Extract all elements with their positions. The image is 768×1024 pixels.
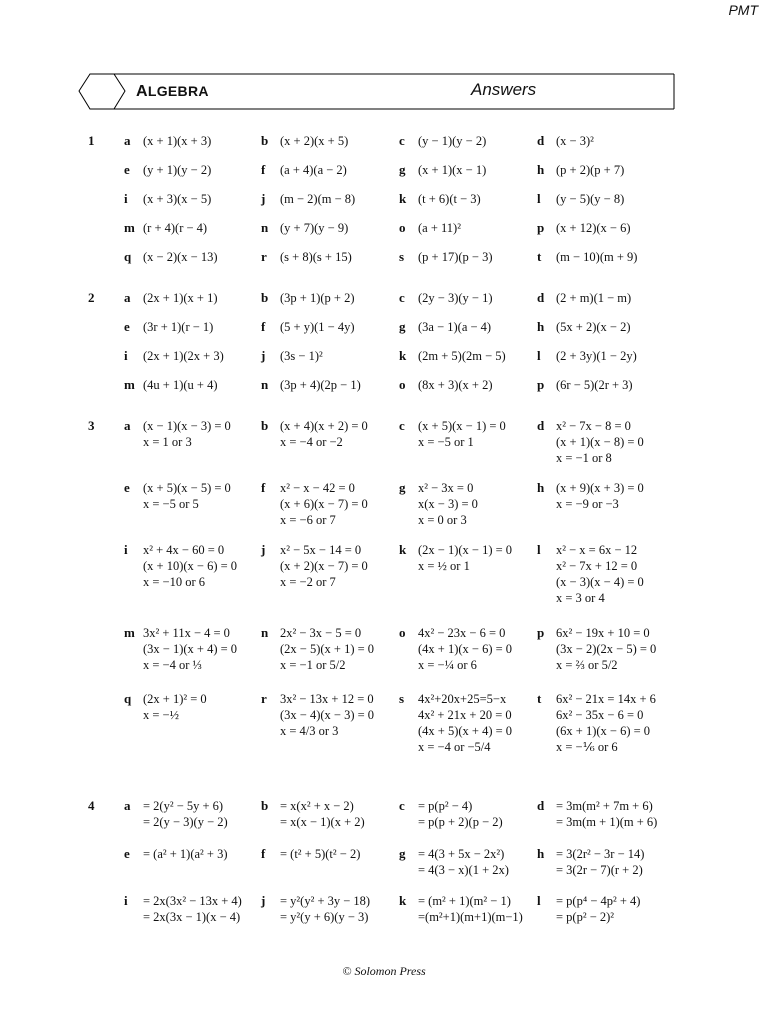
answer-line: 4x² + 21x + 20 = 0: [418, 708, 512, 722]
answer-line: (x + 1)(x + 3): [143, 134, 212, 148]
part-label: a: [124, 418, 131, 433]
answer-lines: [143, 249, 218, 265]
answer-line: (3r + 1)(r − 1): [143, 320, 214, 334]
part-label: q: [124, 249, 132, 264]
part-label: g: [399, 480, 406, 495]
answer-line: (y − 1)(y − 2): [418, 134, 487, 148]
topic-banner: [78, 73, 674, 109]
answer-line: (x − 3)(x − 4) = 0: [556, 575, 644, 589]
answer-line: (a + 11)²: [418, 221, 461, 235]
answer-line: (4x + 1)(x − 6) = 0: [418, 642, 513, 656]
answer-line: x(x − 3) = 0: [418, 497, 478, 511]
answer-line: x² − x − 42 = 0: [280, 481, 355, 495]
part-label: f: [261, 480, 266, 495]
answer-lines: [556, 480, 644, 512]
answer-lines: [556, 220, 631, 236]
answer-line: (2x + 1)² = 0: [143, 692, 207, 706]
answer-line: x = 4/3 or 3: [280, 724, 339, 738]
part-label: f: [261, 319, 266, 334]
answer-lines: [280, 133, 348, 149]
answer-lines: [143, 220, 207, 236]
answer-line: (p + 2)(p + 7): [556, 163, 625, 177]
answer-line: (x + 5)(x − 5) = 0: [143, 481, 231, 495]
part-label: l: [537, 542, 541, 557]
answer-line: 3x² − 13x + 12 = 0: [280, 692, 374, 706]
answer-lines: [280, 348, 323, 364]
answer-lines: [280, 162, 347, 178]
answer-line: (x + 12)(x − 6): [556, 221, 631, 235]
answer-line: 6x² − 21x = 14x + 6: [556, 692, 656, 706]
answer-line: x = 0 or 3: [418, 513, 467, 527]
answer-lines: [143, 133, 211, 149]
answer-line: (y + 7)(y − 9): [280, 221, 349, 235]
answer-line: =(m²+1)(m+1)(m−1): [418, 910, 523, 924]
answer-line: (4u + 1)(u + 4): [143, 378, 218, 392]
part-label: d: [537, 133, 545, 148]
answer-line: = (a² + 1)(a² + 3): [143, 847, 228, 861]
answer-line: = 2x(3x² − 13x + 4): [143, 894, 242, 908]
answer-line: = 2(y − 3)(y − 2): [143, 815, 228, 829]
part-label: p: [537, 377, 545, 392]
answer-line: x = −5 or 1: [418, 435, 474, 449]
part-label: e: [124, 846, 130, 861]
part-label: m: [124, 220, 135, 235]
answer-line: (a + 4)(a − 2): [280, 163, 347, 177]
question-number: 2: [88, 290, 95, 305]
answer-line: x = 3 or 4: [556, 591, 605, 605]
answer-lines: [280, 377, 361, 393]
footer-copyright: © Solomon Press: [342, 964, 426, 978]
answer-lines: [556, 846, 644, 878]
answer-line: x = −2 or 7: [280, 575, 336, 589]
part-label: a: [124, 798, 131, 813]
answer-line: x = −5 or 5: [143, 497, 199, 511]
answer-line: (3x − 4)(x − 3) = 0: [280, 708, 375, 722]
answer-line: x² − 5x − 14 = 0: [280, 543, 362, 557]
answer-lines: [280, 319, 355, 335]
answer-lines: [418, 377, 493, 393]
part-label: g: [399, 319, 406, 334]
answer-line: = p(p⁴ − 4p² + 4): [556, 894, 641, 908]
answer-lines: [280, 893, 370, 925]
answer-lines: [556, 798, 657, 830]
part-label: n: [261, 220, 269, 235]
answer-line: x = −¼ or 6: [418, 658, 477, 672]
part-label: j: [261, 542, 266, 557]
answer-line: x² − 7x − 8 = 0: [556, 419, 631, 433]
answer-line: (2x − 1)(x − 1) = 0: [418, 543, 513, 557]
answer-lines: [143, 319, 213, 335]
answer-lines: [143, 798, 228, 830]
answer-lines: [556, 319, 631, 335]
part-label: m: [124, 377, 135, 392]
answer-line: (x + 2)(x − 7) = 0: [280, 559, 368, 573]
answer-line: (3x − 1)(x + 4) = 0: [143, 642, 238, 656]
answer-line: = 3(2r − 7)(r + 2): [556, 863, 643, 877]
answer-line: (x + 5)(x − 1) = 0: [418, 419, 506, 433]
part-label: k: [399, 191, 407, 206]
part-label: i: [124, 191, 128, 206]
answer-lines: [143, 162, 211, 178]
answer-line: x = −10 or 6: [143, 575, 206, 589]
part-label: i: [124, 893, 128, 908]
answer-line: (2 + m)(1 − m): [556, 291, 632, 305]
answer-lines: [556, 162, 624, 178]
part-label: n: [261, 377, 269, 392]
answer-lines: [556, 191, 624, 207]
answer-line: (4x + 5)(x + 4) = 0: [418, 724, 513, 738]
part-label: e: [124, 319, 130, 334]
answer-lines: [143, 542, 237, 590]
answer-line: (5x + 2)(x − 2): [556, 320, 631, 334]
part-label: o: [399, 377, 406, 392]
part-label: p: [537, 220, 545, 235]
answer-lines: [143, 290, 218, 306]
answer-line: 6x² − 19x + 10 = 0: [556, 626, 650, 640]
answer-line: = y²(y² + 3y − 18): [280, 894, 371, 908]
answer-line: = 3m(m + 1)(m + 6): [556, 815, 658, 829]
answer-line: x = ⅔ or 5/2: [556, 658, 618, 672]
answer-line: (8x + 3)(x + 2): [418, 378, 493, 392]
part-label: h: [537, 319, 545, 334]
answer-lines: [143, 348, 224, 364]
answer-line: 6x² − 35x − 6 = 0: [556, 708, 644, 722]
answer-line: (x + 4)(x + 2) = 0: [280, 419, 368, 433]
answer-lines: [418, 348, 506, 364]
question-number: 3: [88, 418, 95, 433]
part-label: h: [537, 480, 545, 495]
answer-lines: [418, 893, 523, 925]
part-label: o: [399, 625, 406, 640]
answer-line: x = −4 or −2: [280, 435, 343, 449]
answer-lines: [418, 220, 461, 236]
answer-lines: [418, 249, 493, 265]
answer-lines: [418, 798, 503, 830]
answer-line: (6x + 1)(x − 6) = 0: [556, 724, 651, 738]
answer-lines: [280, 798, 365, 830]
answer-lines: [143, 625, 237, 673]
answer-lines: [418, 162, 486, 178]
answer-line: x = −4 or −5/4: [418, 740, 491, 754]
part-label: d: [537, 418, 545, 433]
answer-line: (5 + y)(1 − 4y): [280, 320, 355, 334]
part-label: f: [261, 846, 266, 861]
answer-line: (2x + 1)(x + 1): [143, 291, 218, 305]
answer-lines: [280, 846, 360, 862]
answer-lines: [556, 290, 631, 306]
part-label: o: [399, 220, 406, 235]
answer-lines: [280, 691, 374, 739]
answer-line: x² − x = 6x − 12: [556, 543, 638, 557]
answer-line: x = −9 or −3: [556, 497, 619, 511]
part-label: b: [261, 290, 269, 305]
answer-lines: [280, 220, 348, 236]
answer-lines: [418, 691, 512, 755]
answer-lines: [143, 846, 228, 862]
part-label: i: [124, 348, 128, 363]
answer-line: = 4(3 + 5x − 2x²): [418, 847, 505, 861]
answer-line: = p(p + 2)(p − 2): [418, 815, 503, 829]
answer-line: (p + 17)(p − 3): [418, 250, 493, 264]
answer-lines: [418, 133, 486, 149]
answer-line: (m − 2)(m − 8): [280, 192, 356, 206]
part-label: b: [261, 133, 269, 148]
part-label: r: [261, 691, 267, 706]
answer-line: (2m + 5)(2m − 5): [418, 349, 506, 363]
part-label: n: [261, 625, 269, 640]
part-label: g: [399, 846, 406, 861]
part-label: f: [261, 162, 266, 177]
answer-lines: [280, 290, 355, 306]
part-label: l: [537, 893, 541, 908]
answer-lines: [556, 625, 656, 673]
part-label: t: [537, 249, 542, 264]
answer-lines: [280, 542, 368, 590]
answer-line: (3p + 4)(2p − 1): [280, 378, 361, 392]
answer-line: x = −4 or ⅓: [143, 658, 202, 672]
answer-lines: [280, 191, 355, 207]
answer-line: 3x² + 11x − 4 = 0: [143, 626, 230, 640]
answer-lines: [418, 418, 506, 450]
answer-lines: [280, 480, 368, 528]
answer-lines: [143, 893, 242, 925]
answer-line: (x − 1)(x − 3) = 0: [143, 419, 231, 433]
part-label: d: [537, 290, 545, 305]
part-label: g: [399, 162, 406, 177]
answer-lines: [280, 418, 368, 450]
part-label: a: [124, 133, 131, 148]
part-label: l: [537, 348, 541, 363]
answer-line: = p(p² − 2)²: [556, 910, 615, 924]
answer-lines: [418, 191, 481, 207]
answer-line: x² − 3x = 0: [418, 481, 474, 495]
answer-line: (m − 10)(m + 9): [556, 250, 638, 264]
question-number: 4: [88, 798, 95, 813]
answer-line: (x + 9)(x + 3) = 0: [556, 481, 644, 495]
answer-line: (x − 3)²: [556, 134, 594, 148]
question-number: 1: [88, 133, 95, 148]
answer-line: x = 1 or 3: [143, 435, 192, 449]
answer-line: = y²(y + 6)(y − 3): [280, 910, 369, 924]
part-label: j: [261, 191, 266, 206]
answer-line: (y − 5)(y − 8): [556, 192, 625, 206]
part-label: r: [261, 249, 267, 264]
part-label: s: [399, 249, 405, 264]
answer-line: (3p + 1)(p + 2): [280, 291, 355, 305]
answer-lines: [143, 377, 218, 393]
answer-line: (3s − 1)²: [280, 349, 323, 363]
answer-line: (2y − 3)(y − 1): [418, 291, 493, 305]
answer-lines: [556, 542, 644, 606]
answer-line: = x(x − 1)(x + 2): [280, 815, 365, 829]
answer-line: 2x² − 3x − 5 = 0: [280, 626, 362, 640]
answer-line: = x(x² + x − 2): [280, 799, 354, 813]
part-label: h: [537, 162, 545, 177]
answer-lines: [143, 191, 211, 207]
part-label: c: [399, 418, 405, 433]
part-label: i: [124, 542, 128, 557]
answer-line: x = −6 or 7: [280, 513, 336, 527]
answer-line: = 2x(3x − 1)(x − 4): [143, 910, 241, 924]
topic-rest: LGEBRA: [147, 83, 209, 99]
part-label: c: [399, 133, 405, 148]
answer-line: (6r − 5)(2r + 3): [556, 378, 633, 392]
answer-lines: [556, 133, 594, 149]
answer-line: = p(p² − 4): [418, 799, 473, 813]
answer-line: x = ½ or 1: [418, 559, 470, 573]
answer-line: (x + 2)(x + 5): [280, 134, 349, 148]
answer-line: x = −½: [143, 708, 179, 722]
answer-line: (3x − 2)(2x − 5) = 0: [556, 642, 657, 656]
answer-lines: [280, 625, 374, 673]
part-label: k: [399, 542, 407, 557]
answer-line: (2x + 1)(2x + 3): [143, 349, 224, 363]
answer-line: (x + 1)(x − 8) = 0: [556, 435, 644, 449]
answer-lines: [418, 319, 491, 335]
answer-lines: [556, 418, 644, 466]
answer-line: x = −⅙ or 6: [556, 740, 618, 754]
answer-lines: [556, 377, 633, 393]
answer-lines: [143, 691, 207, 723]
part-label: q: [124, 691, 132, 706]
answer-lines: [418, 846, 509, 878]
answer-line: = 4(3 − x)(1 + 2x): [418, 863, 509, 877]
part-label: k: [399, 893, 407, 908]
answer-lines: [556, 893, 640, 925]
part-label: e: [124, 480, 130, 495]
answer-line: (2 + 3y)(1 − 2y): [556, 349, 637, 363]
part-label: b: [261, 418, 269, 433]
part-label: a: [124, 290, 131, 305]
answer-line: x = −1 or 8: [556, 451, 612, 465]
topic-initial: A: [136, 83, 148, 100]
answer-lines: [418, 542, 512, 574]
part-label: h: [537, 846, 545, 861]
answer-line: x² − 7x + 12 = 0: [556, 559, 638, 573]
part-label: t: [537, 691, 542, 706]
answer-lines: [143, 418, 231, 450]
answer-line: = 3m(m² + 7m + 6): [556, 799, 653, 813]
answer-lines: [418, 290, 493, 306]
answer-line: (x − 2)(x − 13): [143, 250, 218, 264]
answer-lines: [556, 348, 637, 364]
answer-lines: [556, 249, 637, 265]
part-label: j: [261, 893, 266, 908]
answer-lines: [418, 625, 512, 673]
part-label: j: [261, 348, 266, 363]
answer-line: (x + 10)(x − 6) = 0: [143, 559, 238, 573]
answer-lines: [418, 480, 478, 528]
answer-line: x² + 4x − 60 = 0: [143, 543, 225, 557]
part-label: k: [399, 348, 407, 363]
part-label: b: [261, 798, 269, 813]
answer-line: (y + 1)(y − 2): [143, 163, 212, 177]
answer-line: = (m² + 1)(m² − 1): [418, 894, 511, 908]
answer-line: (r + 4)(r − 4): [143, 221, 208, 235]
answer-line: (x + 1)(x − 1): [418, 163, 487, 177]
answer-line: x = −1 or 5/2: [280, 658, 346, 672]
answer-line: 4x² − 23x − 6 = 0: [418, 626, 506, 640]
answer-line: (t + 6)(t − 3): [418, 192, 481, 206]
answer-lines: [556, 691, 656, 755]
answer-line: 4x²+20x+25=5−x: [418, 692, 507, 706]
part-label: p: [537, 625, 545, 640]
answer-lines: [280, 249, 352, 265]
part-label: c: [399, 290, 405, 305]
answer-line: (x + 3)(x − 5): [143, 192, 212, 206]
part-label: e: [124, 162, 130, 177]
topic-title: [136, 83, 209, 101]
part-label: m: [124, 625, 135, 640]
answer-line: (2x − 5)(x + 1) = 0: [280, 642, 375, 656]
answer-lines: [143, 480, 231, 512]
answer-line: = 3(2r² − 3r − 14): [556, 847, 645, 861]
part-label: c: [399, 798, 405, 813]
answer-line: = (t² + 5)(t² − 2): [280, 847, 361, 861]
answer-line: (s + 8)(s + 15): [280, 250, 352, 264]
answer-line: = 2(y² − 5y + 6): [143, 799, 224, 813]
part-label: s: [399, 691, 405, 706]
answer-line: (3a − 1)(a − 4): [418, 320, 492, 334]
part-label: d: [537, 798, 545, 813]
pmt-tag: PMT: [728, 2, 758, 18]
part-label: l: [537, 191, 541, 206]
answers-subtitle: Answers: [471, 80, 537, 99]
answer-line: (x + 6)(x − 7) = 0: [280, 497, 368, 511]
